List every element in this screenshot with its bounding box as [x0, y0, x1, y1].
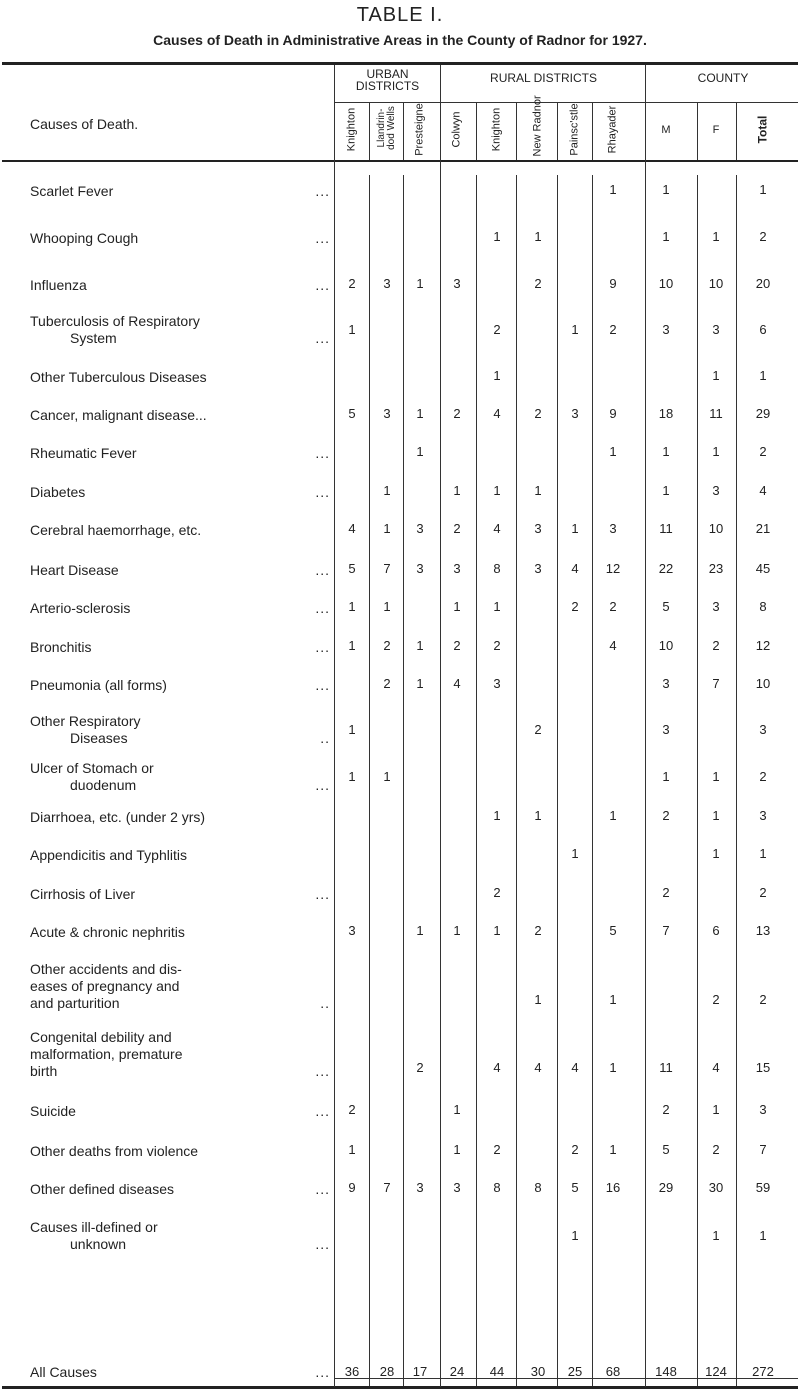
row-14-label-line: Ulcer of Stomach or	[30, 760, 154, 776]
row-16-cell-total: 1	[759, 846, 767, 861]
row-17-cell-r_knighton: 2	[493, 885, 501, 900]
row-15-cell-r_knighton: 1	[493, 808, 501, 823]
row-7-cell-r_newradnor: 1	[534, 483, 542, 498]
row-2-label	[30, 277, 330, 294]
column-header-u_knighton: Knighton	[345, 107, 358, 152]
row-10-leader-dots: ...	[315, 600, 330, 616]
row-20-label	[30, 1029, 330, 1080]
row-16-label	[30, 847, 330, 864]
row-3-label	[30, 313, 330, 347]
row-17-cell-m: 2	[662, 885, 670, 900]
column-header-r_painscastle: Painsc'stle	[568, 103, 581, 156]
row-3-cell-r_knighton: 2	[493, 322, 501, 337]
row-6-leader-dots: ...	[315, 445, 330, 461]
row-10-cell-total: 8	[759, 599, 767, 614]
row-19-cell-r_newradnor: 1	[534, 992, 542, 1007]
row-10-cell-r_painscastle: 2	[571, 599, 579, 614]
row-15-cell-r_newradnor: 1	[534, 808, 542, 823]
row-3-cell-f: 3	[712, 322, 720, 337]
row-13-label	[30, 713, 330, 747]
row-20-cell-r_rhayader: 1	[609, 1060, 617, 1075]
row-23-label	[30, 1181, 330, 1198]
row-15-cell-r_rhayader: 1	[609, 808, 617, 823]
row-8-cell-r_painscastle: 1	[571, 521, 579, 536]
row-2-cell-r_rhayader: 9	[609, 276, 617, 291]
row-15-cell-total: 3	[759, 808, 767, 823]
row-9-leader-dots: ...	[315, 562, 330, 578]
row-9-label-line: Heart Disease ...	[30, 562, 330, 578]
row-8-cell-r_newradnor: 3	[534, 521, 542, 536]
row-14-cell-u_llandrindod: 1	[383, 769, 391, 784]
row-all-causes-label	[30, 1364, 330, 1381]
row-18-cell-r_knighton: 1	[493, 923, 501, 938]
urban-header-line1: URBAN	[366, 67, 409, 81]
row-10-label	[30, 600, 330, 617]
row-all-causes-cell-total: 272	[752, 1364, 774, 1379]
row-15-cell-m: 2	[662, 808, 670, 823]
row-17-label	[30, 886, 330, 903]
row-17-leader-dots: ...	[315, 886, 330, 902]
row-0-label	[30, 183, 330, 200]
row-15-label-line: Diarrhoea, etc. (under 2 yrs)	[30, 809, 206, 825]
row-2-label-line: Influenza ...	[30, 277, 330, 293]
row-8-label	[30, 522, 330, 539]
row-18-cell-u_knighton: 3	[348, 923, 356, 938]
vline-header-col-7	[736, 102, 737, 160]
row-19-cell-total: 2	[759, 992, 767, 1007]
table-title: TABLE I.	[356, 4, 444, 26]
row-18-cell-m: 7	[662, 923, 670, 938]
row-2-leader-dots: ...	[315, 277, 330, 293]
row-5-cell-r_newradnor: 2	[534, 406, 542, 421]
row-11-label-line: Bronchitis ...	[30, 639, 330, 655]
bottom-rule	[2, 1386, 798, 1389]
row-6-cell-f: 1	[712, 444, 720, 459]
row-1-cell-f: 1	[712, 229, 720, 244]
row-23-cell-u_presteigne: 3	[416, 1180, 424, 1195]
row-2-cell-u_knighton: 2	[348, 276, 356, 291]
row-all-causes-cell-m: 148	[655, 1364, 677, 1379]
row-17-cell-total: 2	[759, 885, 767, 900]
row-12-cell-m: 3	[662, 676, 670, 691]
row-14-cell-f: 1	[712, 769, 720, 784]
row-18-label-line: Acute & chronic nephritis	[30, 924, 185, 940]
row-6-cell-total: 2	[759, 444, 767, 459]
vline-header-col-6	[697, 102, 698, 160]
row-10-cell-m: 5	[662, 599, 670, 614]
row-3-leader-dots: ...	[315, 330, 330, 346]
row-24-cell-r_painscastle: 1	[571, 1228, 579, 1243]
row-20-label-line: birth ...	[30, 1063, 330, 1079]
row-12-leader-dots: ...	[315, 677, 330, 693]
row-5-cell-r_colwyn: 2	[453, 406, 461, 421]
vline-header-col-2	[476, 102, 477, 160]
row-1-cell-m: 1	[662, 229, 670, 244]
row-20-cell-r_newradnor: 4	[534, 1060, 542, 1075]
row-19-cell-f: 2	[712, 992, 720, 1007]
row-22-cell-total: 7	[759, 1142, 767, 1157]
row-5-cell-r_knighton: 4	[493, 406, 501, 421]
row-23-cell-u_knighton: 9	[348, 1180, 356, 1195]
row-20-cell-total: 15	[755, 1060, 771, 1075]
row-24-cell-f: 1	[712, 1228, 720, 1243]
row-9-cell-r_knighton: 8	[493, 561, 501, 576]
row-15-cell-f: 1	[712, 808, 720, 823]
row-10-cell-r_rhayader: 2	[609, 599, 617, 614]
row-24-label	[30, 1219, 330, 1253]
row-12-cell-u_llandrindod: 2	[383, 676, 391, 691]
row-6-label-line: Rheumatic Fever ...	[30, 445, 330, 461]
column-header-r_rhayader: Rhayader	[606, 105, 619, 154]
row-8-cell-r_rhayader: 3	[609, 521, 617, 536]
row-7-label-line: Diabetes ...	[30, 484, 330, 500]
vline-header-col-4	[557, 102, 558, 160]
row-18-cell-total: 13	[755, 923, 771, 938]
row-all-causes-cell-u_llandrindod: 28	[379, 1364, 395, 1379]
row-21-cell-f: 1	[712, 1102, 720, 1117]
row-5-cell-u_knighton: 5	[348, 406, 356, 421]
column-header-f: F	[712, 124, 720, 136]
row-8-cell-m: 11	[659, 521, 673, 536]
row-14-cell-total: 2	[759, 769, 767, 784]
row-15-label	[30, 809, 330, 826]
row-23-cell-r_colwyn: 3	[453, 1180, 461, 1195]
row-9-cell-u_presteigne: 3	[416, 561, 424, 576]
row-11-cell-f: 2	[712, 638, 720, 653]
row-13-cell-u_knighton: 1	[348, 722, 356, 737]
row-4-cell-r_knighton: 1	[493, 368, 501, 383]
rural-group-header: RURAL DISTRICTS	[490, 71, 597, 85]
row-22-cell-r_knighton: 2	[493, 1142, 501, 1157]
row-11-cell-u_knighton: 1	[348, 638, 356, 653]
row-22-cell-m: 5	[662, 1142, 670, 1157]
row-11-cell-u_llandrindod: 2	[383, 638, 391, 653]
row-21-cell-total: 3	[759, 1102, 767, 1117]
row-9-cell-u_llandrindod: 7	[383, 561, 391, 576]
header-rule	[2, 160, 798, 162]
row-3-cell-m: 3	[662, 322, 670, 337]
row-0-cell-r_rhayader: 1	[609, 182, 617, 197]
row-22-label-line: Other deaths from violence	[30, 1143, 199, 1159]
row-11-cell-total: 12	[755, 638, 771, 653]
row-4-label-line: Other Tuberculous Diseases	[30, 369, 207, 385]
row-2-cell-u_presteigne: 1	[416, 276, 424, 291]
row-6-cell-u_presteigne: 1	[416, 444, 424, 459]
row-11-cell-u_presteigne: 1	[416, 638, 424, 653]
row-19-label-line: and parturition ..	[30, 995, 330, 1011]
row-21-label	[30, 1103, 330, 1120]
row-7-cell-f: 3	[712, 483, 720, 498]
row-6-label	[30, 445, 330, 462]
vline-body-col-5	[592, 175, 593, 1386]
row-3-cell-u_knighton: 1	[348, 322, 356, 337]
row-7-cell-r_knighton: 1	[493, 483, 501, 498]
row-21-leader-dots: ...	[315, 1103, 330, 1119]
row-5-cell-r_painscastle: 3	[571, 406, 579, 421]
column-header-u_presteigne: Presteigne	[413, 103, 426, 156]
row-9-cell-total: 45	[755, 561, 771, 576]
row-11-cell-r_rhayader: 4	[609, 638, 617, 653]
row-17-label-line: Cirrhosis of Liver ...	[30, 886, 330, 902]
row-8-cell-u_knighton: 4	[348, 521, 356, 536]
row-2-cell-r_newradnor: 2	[534, 276, 542, 291]
row-19-leader-dots: ..	[320, 995, 330, 1011]
row-8-cell-f: 10	[708, 521, 724, 536]
row-20-label-line: malformation, premature	[30, 1046, 183, 1062]
row-all-causes-cell-r_newradnor: 30	[530, 1364, 546, 1379]
row-24-leader-dots: ...	[315, 1236, 330, 1252]
row-11-cell-r_colwyn: 2	[453, 638, 461, 653]
vline-body-col-2	[476, 175, 477, 1386]
row-18-cell-r_rhayader: 5	[609, 923, 617, 938]
row-5-cell-total: 29	[755, 406, 771, 421]
row-20-cell-m: 11	[659, 1060, 673, 1075]
row-12-cell-u_presteigne: 1	[416, 676, 424, 691]
row-8-cell-u_llandrindod: 1	[383, 521, 391, 536]
row-23-cell-r_newradnor: 8	[534, 1180, 542, 1195]
row-8-label-line: Cerebral haemorrhage, etc.	[30, 522, 202, 538]
column-header-m: M	[661, 124, 671, 136]
row-9-cell-r_painscastle: 4	[571, 561, 579, 576]
row-0-leader-dots: ...	[315, 183, 330, 199]
column-header-u_llandrindod: Llandrin- dod Wells	[376, 106, 397, 150]
row-23-cell-f: 30	[708, 1180, 724, 1195]
causes-header: Causes of Death.	[30, 116, 139, 132]
row-24-label-line: unknown ...	[70, 1236, 330, 1252]
row-1-label-line: Whooping Cough ...	[30, 230, 330, 246]
column-header-total: Total	[755, 115, 770, 144]
row-23-cell-r_painscastle: 5	[571, 1180, 579, 1195]
row-14-cell-u_knighton: 1	[348, 769, 356, 784]
row-22-cell-r_rhayader: 1	[609, 1142, 617, 1157]
row-10-label-line: Arterio-sclerosis ...	[30, 600, 330, 616]
row-8-cell-total: 21	[755, 521, 771, 536]
row-3-cell-total: 6	[759, 322, 767, 337]
row-1-cell-r_newradnor: 1	[534, 229, 542, 244]
row-7-cell-r_colwyn: 1	[453, 483, 461, 498]
row-3-cell-r_rhayader: 2	[609, 322, 617, 337]
row-3-label-line: Tuberculosis of Respiratory	[30, 313, 200, 329]
row-22-cell-u_knighton: 1	[348, 1142, 356, 1157]
row-6-cell-r_rhayader: 1	[609, 444, 617, 459]
row-5-cell-u_llandrindod: 3	[383, 406, 391, 421]
row-14-cell-m: 1	[662, 769, 670, 784]
row-22-label	[30, 1143, 330, 1160]
row-all-causes-cell-r_knighton: 44	[489, 1364, 505, 1379]
row-14-leader-dots: ...	[315, 777, 330, 793]
row-2-cell-r_colwyn: 3	[453, 276, 461, 291]
row-20-label-line: Congenital debility and	[30, 1029, 172, 1045]
row-19-label-line: eases of pregnancy and	[30, 978, 180, 994]
row-0-label-line: Scarlet Fever ...	[30, 183, 330, 199]
table-subtitle: Causes of Death in Administrative Areas in the County of Radnor for 1927.	[153, 32, 647, 48]
vline-header-col-0	[369, 102, 370, 160]
top-rule	[2, 62, 798, 65]
row-21-cell-m: 2	[662, 1102, 670, 1117]
row-20-cell-r_knighton: 4	[493, 1060, 501, 1075]
vline-body-col-7	[736, 175, 737, 1386]
row-7-label	[30, 484, 330, 501]
row-8-cell-r_colwyn: 2	[453, 521, 461, 536]
row-12-cell-r_colwyn: 4	[453, 676, 461, 691]
row-2-cell-total: 20	[755, 276, 771, 291]
row-18-cell-u_presteigne: 1	[416, 923, 424, 938]
row-10-cell-r_knighton: 1	[493, 599, 501, 614]
row-5-label-line: Cancer, malignant disease...	[30, 407, 207, 423]
row-9-cell-r_newradnor: 3	[534, 561, 542, 576]
row-18-cell-f: 6	[712, 923, 720, 938]
row-1-cell-r_knighton: 1	[493, 229, 501, 244]
row-2-cell-u_llandrindod: 3	[383, 276, 391, 291]
row-20-cell-f: 4	[712, 1060, 720, 1075]
row-9-cell-f: 23	[708, 561, 724, 576]
row-all-causes-cell-u_presteigne: 17	[412, 1364, 428, 1379]
row-20-cell-r_painscastle: 4	[571, 1060, 579, 1075]
urban-group-header	[335, 68, 440, 92]
row-23-cell-m: 29	[658, 1180, 674, 1195]
row-14-label	[30, 760, 330, 794]
row-22-cell-f: 2	[712, 1142, 720, 1157]
row-all-causes-cell-r_painscastle: 25	[567, 1364, 583, 1379]
row-9-cell-r_rhayader: 12	[605, 561, 621, 576]
vline-header-col-1	[403, 102, 404, 160]
row-24-cell-total: 1	[759, 1228, 767, 1243]
row-13-leader-dots: ..	[320, 730, 330, 746]
row-12-label-line: Pneumonia (all forms) ...	[30, 677, 330, 693]
row-13-cell-r_newradnor: 2	[534, 722, 542, 737]
row-2-cell-m: 10	[658, 276, 674, 291]
row-23-cell-r_rhayader: 16	[605, 1180, 621, 1195]
row-12-cell-total: 10	[755, 676, 771, 691]
row-all-causes-cell-f: 124	[705, 1364, 727, 1379]
row-7-cell-total: 4	[759, 483, 767, 498]
row-10-cell-u_llandrindod: 1	[383, 599, 391, 614]
row-13-cell-total: 3	[759, 722, 767, 737]
row-16-cell-r_painscastle: 1	[571, 846, 579, 861]
row-13-cell-m: 3	[662, 722, 670, 737]
row-18-cell-r_newradnor: 2	[534, 923, 542, 938]
row-11-label	[30, 639, 330, 656]
row-3-label-line: System ...	[70, 330, 330, 346]
row-21-cell-r_colwyn: 1	[453, 1102, 461, 1117]
row-3-cell-r_painscastle: 1	[571, 322, 579, 337]
row-0-cell-m: 1	[662, 182, 670, 197]
row-13-label-line: Other Respiratory	[30, 713, 141, 729]
row-7-cell-u_llandrindod: 1	[383, 483, 391, 498]
row-14-label-line: duodenum ...	[70, 777, 330, 793]
row-11-leader-dots: ...	[315, 639, 330, 655]
row-23-label-line: Other defined diseases ...	[30, 1181, 330, 1197]
row-0-cell-total: 1	[759, 182, 767, 197]
urban-header-line2: DISTRICTS	[355, 79, 420, 93]
column-header-r_colwyn: Colwyn	[450, 111, 463, 148]
row-all-causes-leader-dots: ...	[315, 1364, 330, 1380]
row-11-cell-m: 10	[658, 638, 674, 653]
row-all-causes-label-line: All Causes ...	[30, 1364, 330, 1380]
row-19-cell-r_rhayader: 1	[609, 992, 617, 1007]
row-22-cell-r_colwyn: 1	[453, 1142, 461, 1157]
vline-body-col-4	[557, 175, 558, 1386]
row-10-cell-u_knighton: 1	[348, 599, 356, 614]
row-21-label-line: Suicide ...	[30, 1103, 330, 1119]
row-12-cell-r_knighton: 3	[493, 676, 501, 691]
row-9-cell-u_knighton: 5	[348, 561, 356, 576]
row-all-causes-cell-r_rhayader: 68	[605, 1364, 621, 1379]
row-9-cell-r_colwyn: 3	[453, 561, 461, 576]
row-9-cell-m: 22	[658, 561, 674, 576]
row-18-cell-r_colwyn: 1	[453, 923, 461, 938]
row-5-cell-f: 11	[709, 406, 723, 421]
hline-group-header	[335, 102, 798, 103]
row-4-label	[30, 369, 330, 386]
vline-header-col-3	[516, 102, 517, 160]
row-18-label	[30, 924, 330, 941]
row-5-cell-r_rhayader: 9	[609, 406, 617, 421]
row-8-cell-r_knighton: 4	[493, 521, 501, 536]
row-5-cell-u_presteigne: 1	[416, 406, 424, 421]
row-12-label	[30, 677, 330, 694]
row-5-cell-m: 18	[658, 406, 674, 421]
row-1-label	[30, 230, 330, 247]
row-4-cell-total: 1	[759, 368, 767, 383]
row-7-cell-m: 1	[662, 483, 670, 498]
row-9-label	[30, 562, 330, 579]
column-header-r_knighton: Knighton	[490, 107, 503, 152]
row-23-cell-u_llandrindod: 7	[383, 1180, 391, 1195]
row-12-cell-f: 7	[712, 676, 720, 691]
vline-header-col-5	[592, 102, 593, 160]
row-1-leader-dots: ...	[315, 230, 330, 246]
row-13-label-line: Diseases ..	[70, 730, 330, 746]
row-6-cell-m: 1	[662, 444, 670, 459]
row-19-label-line: Other accidents and dis-	[30, 961, 182, 977]
row-24-label-line: Causes ill-defined or	[30, 1219, 158, 1235]
row-10-cell-f: 3	[712, 599, 720, 614]
row-2-cell-f: 10	[708, 276, 724, 291]
row-21-cell-u_knighton: 2	[348, 1102, 356, 1117]
row-8-cell-u_presteigne: 3	[416, 521, 424, 536]
row-20-leader-dots: ...	[315, 1063, 330, 1079]
row-10-cell-r_colwyn: 1	[453, 599, 461, 614]
vline-body-col-3	[516, 175, 517, 1386]
row-23-cell-r_knighton: 8	[493, 1180, 501, 1195]
row-20-cell-u_presteigne: 2	[416, 1060, 424, 1075]
row-11-cell-r_knighton: 2	[493, 638, 501, 653]
row-22-cell-r_painscastle: 2	[571, 1142, 579, 1157]
row-4-cell-f: 1	[712, 368, 720, 383]
row-all-causes-cell-r_colwyn: 24	[449, 1364, 465, 1379]
row-all-causes-cell-u_knighton: 36	[344, 1364, 360, 1379]
row-16-label-line: Appendicitis and Typhlitis	[30, 847, 187, 863]
county-group-header: COUNTY	[697, 71, 749, 85]
row-1-cell-total: 2	[759, 229, 767, 244]
row-19-label	[30, 961, 330, 1012]
row-23-cell-total: 59	[755, 1180, 771, 1195]
row-7-leader-dots: ...	[315, 484, 330, 500]
row-5-label	[30, 407, 330, 424]
row-23-leader-dots: ...	[315, 1181, 330, 1197]
row-16-cell-f: 1	[712, 846, 720, 861]
column-header-r_newradnor: New Radnor	[531, 95, 544, 157]
